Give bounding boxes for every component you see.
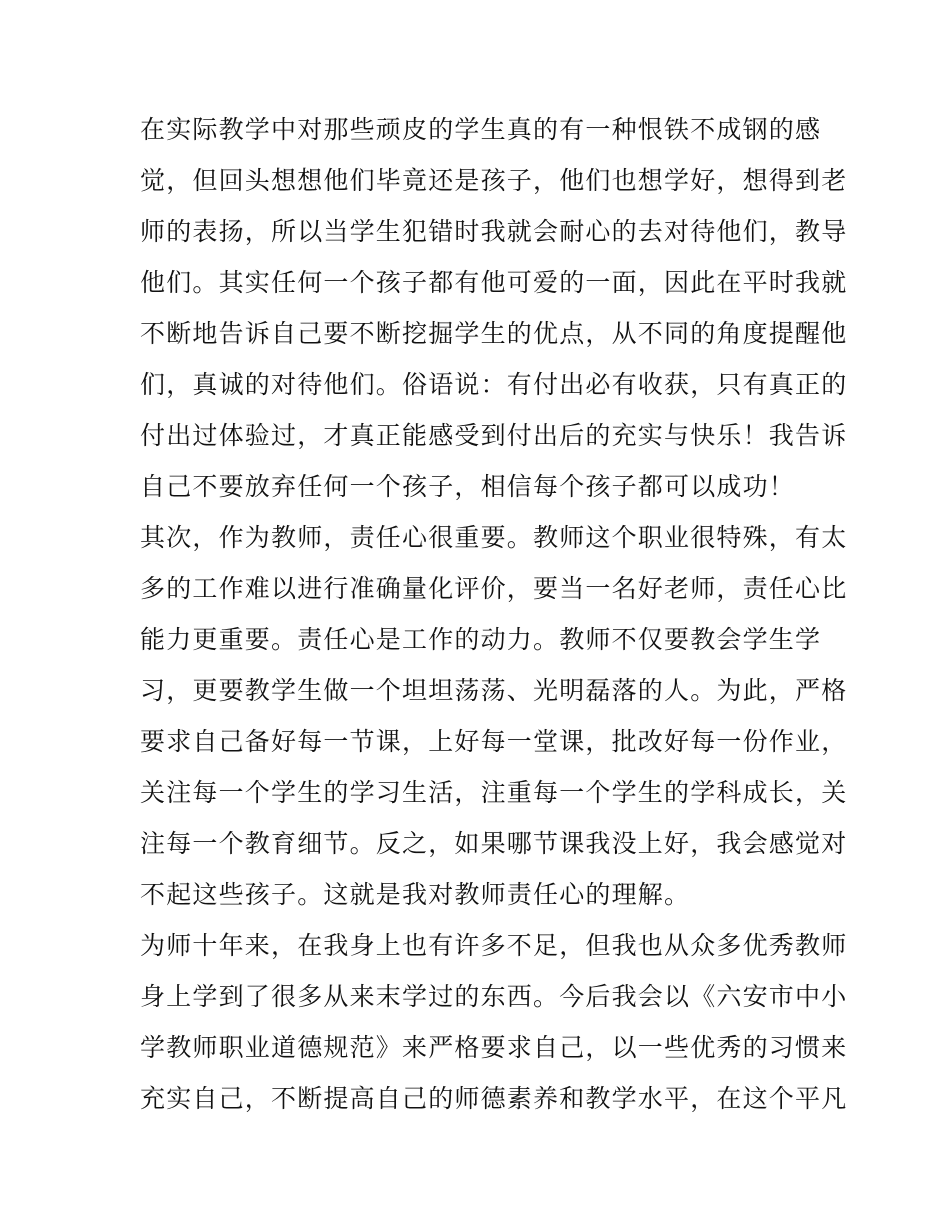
text-line: 充实自己，不断提高自己的师德素养和教学水平，在这个平凡	[140, 1084, 848, 1113]
text-line: 们，真诚的对待他们。俗语说：有付出必有收获，只有真正的	[140, 370, 848, 399]
text-line: 其次，作为教师，责任心很重要。教师这个职业很特殊，有太	[140, 523, 848, 552]
text-line: 身上学到了很多从来末学过的东西。今后我会以《六安市中小	[140, 982, 848, 1011]
text-line: 注每一个教育细节。反之，如果哪节课我没上好，我会感觉对	[140, 829, 848, 858]
text-line: 为师十年来，在我身上也有许多不足，但我也从众多优秀教师	[140, 931, 848, 960]
text-line: 学教师职业道德规范》来严格要求自己，以一些优秀的习惯来	[140, 1033, 848, 1062]
body-text	[140, 104, 848, 1124]
text-line: 师的表扬，所以当学生犯错时我就会耐心的去对待他们，教导	[140, 217, 848, 246]
text-line: 要求自己备好每一节课，上好每一堂课，批改好每一份作业，	[140, 727, 848, 756]
text-line: 在实际教学中对那些顽皮的学生真的有一种恨铁不成钢的感	[140, 115, 822, 144]
text-line: 付出过体验过，才真正能感受到付出后的充实与快乐！我告诉	[140, 421, 848, 450]
text-line: 觉，但回头想想他们毕竟还是孩子，他们也想学好，想得到老	[140, 166, 848, 195]
text-line: 关注每一个学生的学习生活，注重每一个学生的学科成长，关	[140, 778, 848, 807]
text-line: 自己不要放弃任何一个孩子，相信每个孩子都可以成功！	[140, 472, 796, 501]
text-line: 能力更重要。责任心是工作的动力。教师不仅要教会学生学	[140, 625, 822, 654]
text-line: 不起这些孩子。这就是我对教师责任心的理解。	[140, 880, 691, 909]
text-line: 他们。其实任何一个孩子都有他可爱的一面，因此在平时我就	[140, 268, 848, 297]
text-line: 不断地告诉自己要不断挖掘学生的优点，从不同的角度提醒他	[140, 319, 848, 348]
text-line: 多的工作难以进行准确量化评价，要当一名好老师，责任心比	[140, 574, 848, 603]
text-line: 习，更要教学生做一个坦坦荡荡、光明磊落的人。为此，严格	[140, 676, 848, 705]
